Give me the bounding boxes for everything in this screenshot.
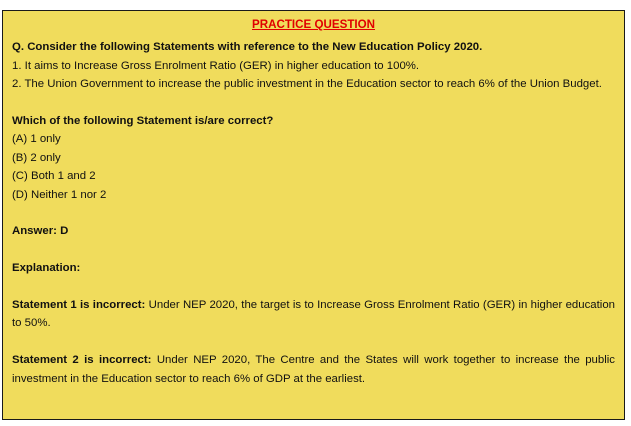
option-c: (C) Both 1 and 2 xyxy=(12,170,96,183)
explanation-1-text: Under NEP 2020, the target is to Increase Gross Enrolment Ratio (GER) in higher education to 50%. xyxy=(12,299,615,330)
explanation-1-label: Statement 1 is incorrect: xyxy=(12,299,146,312)
statement-2: 2. The Union Government to increase the public investment in the Education sector to reach 6% of the Union Budget. xyxy=(12,78,602,91)
question-text: Q. Consider the following Statements with reference to the New Education Policy 2020. xyxy=(12,41,483,54)
explanation-2-text: Under NEP 2020, The Centre and the States will work together to increase the public investment in the Education sector to reach 6% of GDP at the earliest. xyxy=(12,354,615,385)
spacer xyxy=(12,94,615,112)
heading: PRACTICE QUESTION xyxy=(251,18,376,31)
practice-question-card xyxy=(2,10,625,420)
spacer xyxy=(12,333,615,351)
spacer xyxy=(12,278,615,296)
statement-1: 1. It aims to Increase Gross Enrolment Ratio (GER) in higher education to 100%. xyxy=(12,59,420,72)
answer: Answer: D xyxy=(12,225,69,238)
explanation-2 xyxy=(12,351,615,388)
explanation-title: Explanation: xyxy=(12,262,81,275)
explanation-1 xyxy=(12,296,615,333)
option-a: (A) 1 only xyxy=(12,133,61,146)
option-d: (D) Neither 1 nor 2 xyxy=(12,188,107,201)
explanation-2-label: Statement 2 is incorrect: xyxy=(12,354,152,367)
option-b: (B) 2 only xyxy=(12,151,61,164)
spacer xyxy=(12,204,615,222)
question-prompt: Which of the following Statement is/are correct? xyxy=(12,115,274,128)
spacer xyxy=(12,241,615,259)
